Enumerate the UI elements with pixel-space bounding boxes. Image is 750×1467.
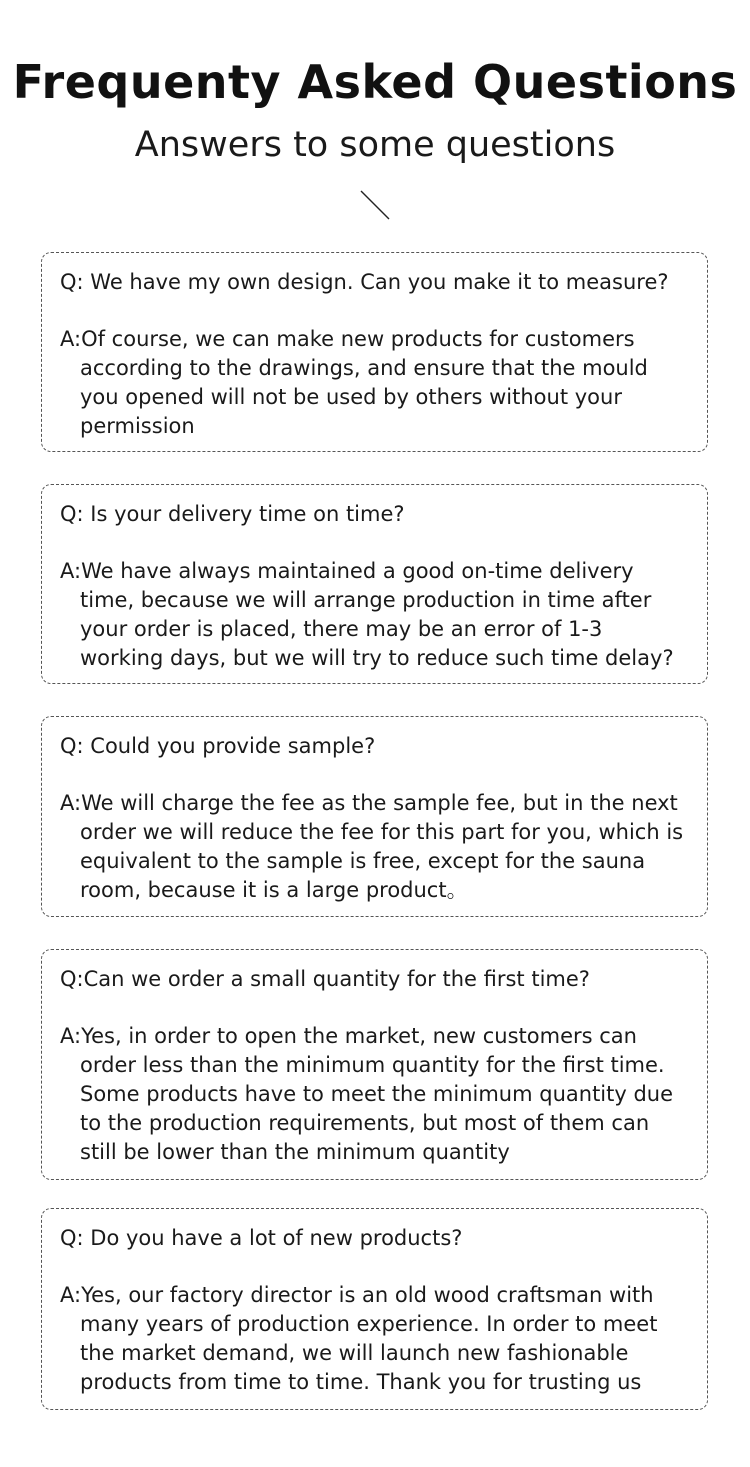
faq-question: Q: Is your delivery time on time? (60, 502, 405, 526)
faq-card (41, 252, 708, 452)
faq-card (41, 484, 708, 684)
divider-slash-icon (360, 190, 390, 220)
faq-card (41, 716, 708, 917)
faq-card (41, 949, 708, 1180)
page-title: Frequenty Asked Questions (12, 55, 738, 109)
faq-question: Q: Do you have a lot of new products? (60, 1226, 463, 1250)
faq-question: Q:Can we order a small quantity for the first time? (60, 967, 590, 991)
page-subtitle: Answers to some questions (134, 125, 616, 165)
faq-answer: A:Of course, we can make new products for customers according to the drawings, and ensure that the mould you opened will not be used by others without your permission (60, 327, 648, 438)
faq-card (41, 1208, 708, 1410)
faq-question: Q: We have my own design. Can you make it to measure? (60, 270, 669, 294)
faq-answer: A:Yes, in order to open the market, new customers can order less than the minimum quantity for the first time. Some products have to meet the minimum quantity due to the production requirements, but most of them can still be lower than the minimum quantity (60, 1024, 674, 1164)
faq-answer: A:We have always maintained a good on-time delivery time, because we will arrange production in time after your order is placed, there may be an error of 1-3 working days, but we will try to reduce such time delay? (60, 559, 674, 670)
faq-answer: A:Yes, our factory director is an old wood craftsman with many years of production experience. In order to meet the market demand, we will launch new fashionable products from time to time. Thank you for trusting us (60, 1283, 658, 1394)
faq-question: Q: Could you provide sample? (60, 734, 376, 758)
faq-answer: A:We will charge the fee as the sample fee, but in the next order we will reduce the fee for this part for you, which is equivalent to the sample is free, except for the sauna room, because it is a large product。 (60, 791, 684, 902)
